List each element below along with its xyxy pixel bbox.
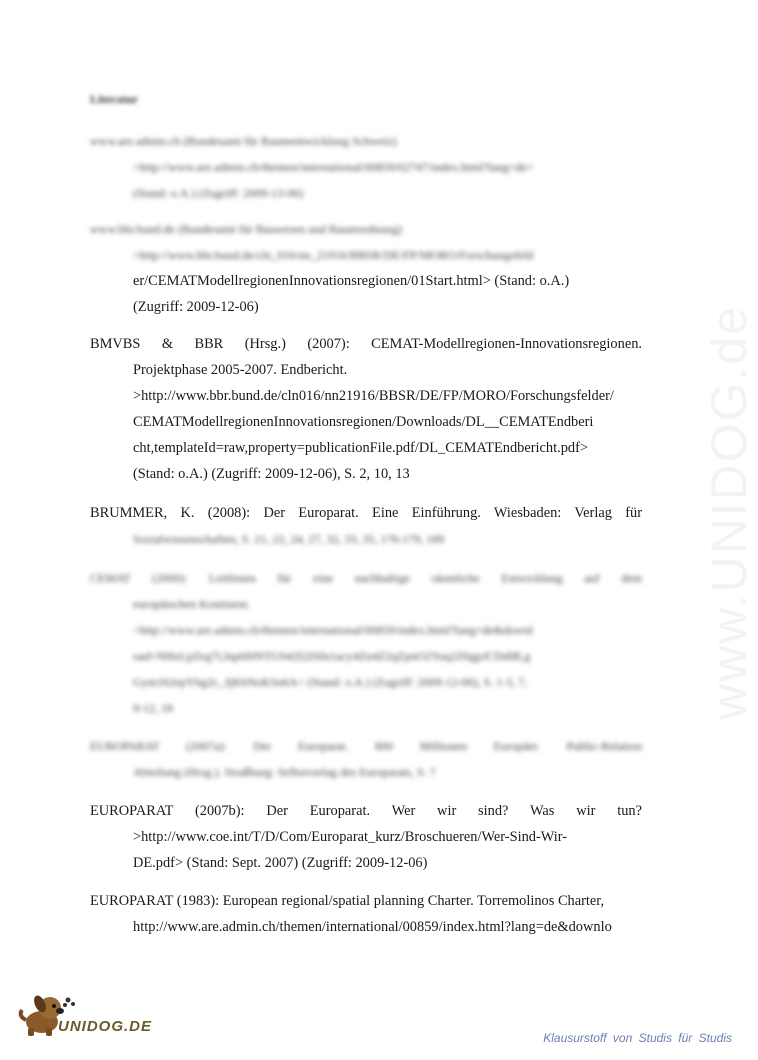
bibliography-entry-7 (90, 798, 642, 876)
entry-line: 9-12, 18 (133, 701, 173, 715)
page-heading: Literatur (90, 92, 138, 106)
entry-line: CEMATModellregionenInnovationsregionen/Downloads/DL__CEMATEndberi (133, 414, 594, 430)
entry-line: >http://www.are.admin.ch/themen/international/00859/02747/index.html?lang=de< (133, 160, 534, 174)
entry-line: >http://www.bbr.bund.de/cln_016/nn_21916/BBSR/DE/FP/MORO/Forschungsfeld (133, 248, 534, 262)
entry-line: EUROPARAT (1983): European regional/spatial planning Charter. Torremolinos Charter, (90, 893, 605, 909)
entry-line: >http://www.are.admin.ch/themen/international/00859/index.html?lang=de&downl (133, 623, 534, 637)
bibliography-entry-8 (90, 888, 642, 940)
watermark: www.UNIDOG.de (701, 305, 757, 720)
entry-line: Gym162epYbg2c_JjKbNoKSn6A< (Stand: o.A.) (Zugriff: 2009-12-06), S. 1-3, 7, (133, 675, 528, 689)
entry-line: CEMAT (2000): Leitlinien für eine nachhaltige räumliche Entwicklung auf dem (90, 571, 642, 585)
logo-text: UNIDOG.DE (58, 1018, 153, 1035)
entry-line: er/CEMATModellregionenInnovationsregionen/01Start.html> (Stand: o.A.) (133, 273, 570, 289)
entry-line: BRUMMER, K. (2008): Der Europarat. Eine Einführung. Wiesbaden: Verlag für (90, 505, 642, 521)
entry-line: DE.pdf> (Stand: Sept. 2007) (Zugriff: 2009-12-06) (133, 855, 428, 871)
entry-line: http://www.are.admin.ch/themen/international/00859/index.html?lang=de&downlo (133, 919, 612, 935)
entry-line: (Zugriff: 2009-12-06) (133, 299, 259, 315)
entry-line: europäischen Kontinent. (133, 597, 251, 611)
entry-line: BMVBS & BBR (Hrsg.) (2007): CEMAT-Modellregionen-Innovationsregionen. (90, 336, 642, 352)
bibliography-entry-6 (90, 733, 642, 785)
entry-line: www.bbr.bund.de (Bundesamt für Bauwesen und Raumordnung) (90, 222, 402, 236)
entry-line: cht,templateId=raw,property=publicationFile.pdf/DL_CEMATEndbericht.pdf> (133, 440, 589, 456)
entry-line: EUROPARAT (2007b): Der Europarat. Wer wir sind? Was wir tun? (90, 803, 642, 819)
entry-line: www.are.admin.ch (Bundesamt für Raumentwicklung Schweiz) (90, 134, 397, 148)
bibliography-entry-3 (90, 331, 642, 487)
entry-line: >http://www.coe.int/T/D/Com/Europarat_kurz/Broschueren/Wer-Sind-Wir- (133, 829, 568, 845)
entry-line: Abteilung (Hrsg.). Straßburg: Selbstverlag des Europarats, S. 7 (133, 765, 436, 779)
entry-line: (Stand: o.A.) (Zugriff: 2009-13-06) (133, 186, 304, 200)
bibliography-entry-2 (90, 216, 642, 320)
bibliography-entry-5 (90, 565, 642, 721)
entry-line: Projektphase 2005-2007. Endbericht. (133, 362, 348, 378)
entry-line: oad=NHzLpZeg7t,lnp6I0NTU042l2Z6ln1acy4Zn4Z2qZpnO2Yuq2Z6gpJCDdIR,g (133, 649, 531, 663)
entry-line: (Stand: o.A.) (Zugriff: 2009-12-06), S. 2, 10, 13 (133, 466, 410, 482)
entry-line: EUROPARAT (2007a): Der Europarat. 800 Millionen Europäer. Public-Relation (90, 739, 642, 753)
entry-line: >http://www.bbr.bund.de/cln016/nn21916/BBSR/DE/FP/MORO/Forschungsfelder/ (133, 388, 614, 404)
bibliography-entry-4 (90, 500, 642, 552)
bibliography-entry-1 (90, 128, 642, 206)
entry-line: Sozialwissenschaften, S. 21, 22, 24, 27, 32, 33, 35, 176-179, 189 (133, 532, 445, 546)
footer-slogan: Klausurstoff von Studis für Studis (543, 1031, 732, 1045)
